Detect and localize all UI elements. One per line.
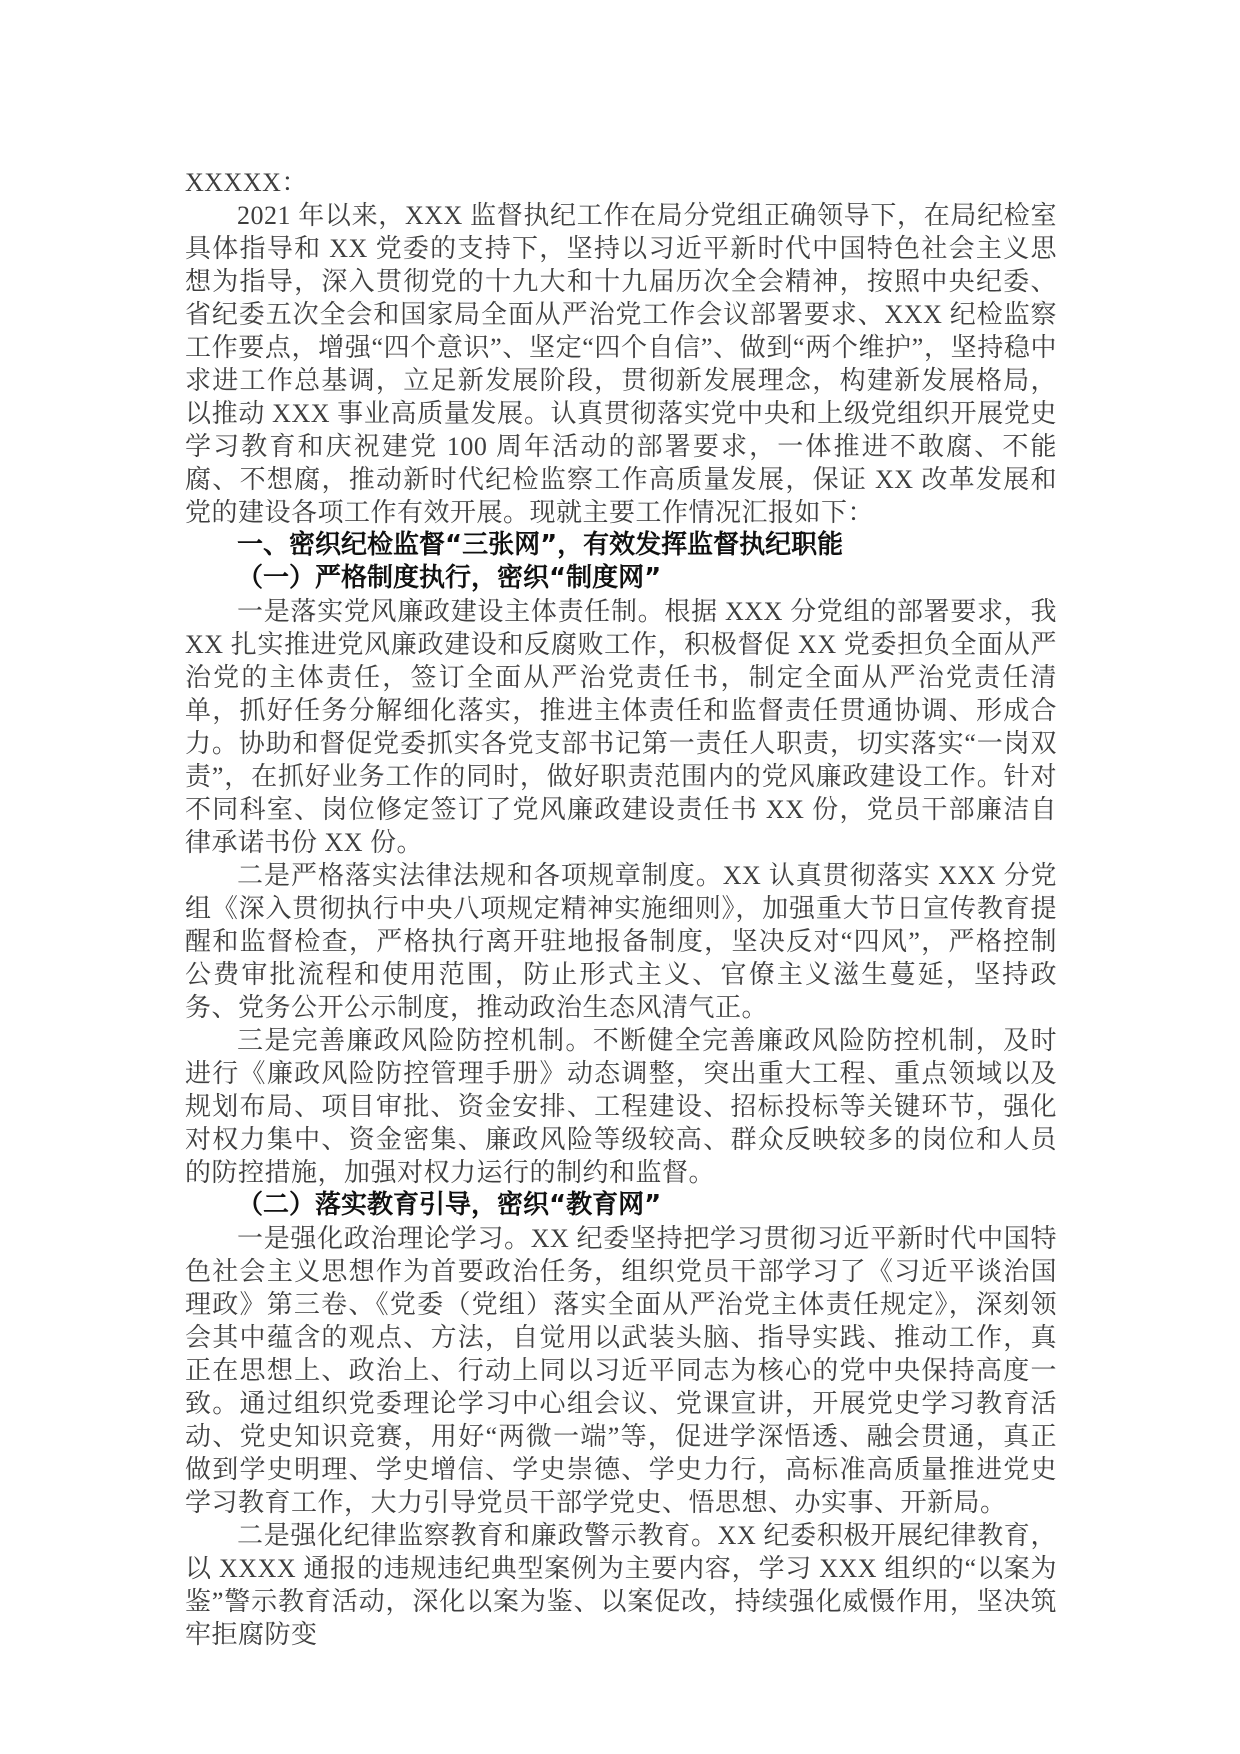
- subsection-1-1-paragraph-1: 一是落实党风廉政建设主体责任制。根据 XXX 分党组的部署要求，我 XX 扎实推进党风廉政建设和反腐败工作，积极督促 XX 党委担负全面从严治党的主体责任，签订全面从严治党责任书，制定全面从严治党责任清单，抓好任务分解细化落实，推进主体责任和监督责任贯通协调、形成合力。协助和督促党委抓实各党支部书记第一责任人职责，切实落实“一岗双责”，在抓好业务工作的同时，做好职责范围内的党风廉政建设工作。针对不同科室、岗位修定签订了党风廉政建设责任书 XX 份，党员干部廉洁自律承诺书份 XX 份。: [185, 597, 1057, 857]
- subsection-1-1-paragraph-3: 三是完善廉政风险防控机制。不断健全完善廉政风险防控机制，及时进行《廉政风险防控管理手册》动态调整，突出重大工程、重点领域以及规划布局、项目审批、资金安排、工程建设、招标投标等关键环节，强化对权力集中、资金密集、廉政风险等级较高、群众反映较多的岗位和人员的防控措施，加强对权力运行的制约和监督。: [185, 1026, 1057, 1187]
- subsection-1-1-paragraph-2: 二是严格落实法律法规和各项规章制度。XX 认真贯彻落实 XXX 分党组《深入贯彻执行中央八项规定精神实施细则》，加强重大节日宣传教育提醒和监督检查，严格执行离开驻地报备制度，坚决反对“四风”，严格控制公费审批流程和使用范围，防止形式主义、官僚主义滋生蔓延，坚持政务、党务公开公示制度，推动政治生态风清气正。: [185, 861, 1057, 1022]
- subsection-1-2-paragraph-1: 一是强化政治理论学习。XX 纪委坚持把学习贯彻习近平新时代中国特色社会主义思想作为首要政治任务，组织党员干部学习了《习近平谈治国理政》第三卷、《党委（党组）落实全面从严治党主体责任规定》，深刻领会其中蕴含的观点、方法，自觉用以武装头脑、指导实践、推动工作，真正在思想上、政治上、行动上同以习近平同志为核心的党中央保持高度一致。通过组织党委理论学习中心组会议、党课宣讲，开展党史学习教育活动、党史知识竞赛，用好“两微一端”等，促进学深悟透、融会贯通，真正做到学史明理、学史增信、学史崇德、学史力行，高标准高质量推进党史学习教育工作，大力引导党员干部学党史、悟思想、办实事、开新局。: [185, 1224, 1057, 1517]
- section-1-heading: 一、密织纪检监督“三张网”，有效发挥监督执纪职能: [237, 530, 844, 560]
- intro-paragraph: 2021 年以来，XXX 监督执纪工作在局分党组正确领导下，在局纪检室具体指导和 XX 党委的支持下，坚持以习近平新时代中国特色社会主义思想为指导，深入贯彻党的十九大和十九届历次全会精神，按照中央纪委、省纪委五次全会和国家局全面从严治党工作会议部署要求、XXX 纪检监察工作要点，增强“四个意识”、坚定“四个自信”、做到“两个维护”，坚持稳中求进工作总基调，立足新发展阶段，贯彻新发展理念，构建新发展格局，以推动 XXX 事业高质量发展。认真贯彻落实党中央和上级党组织开展党史学习教育和庆祝建党 100 周年活动的部署要求，一体推进不敢腐、不能腐、不想腐，推动新时代纪检监察工作高质量发展，保证 XX 改革发展和党的建设各项工作有效开展。现就主要工作情况汇报如下：: [185, 201, 1057, 527]
- document-body: [185, 166, 1057, 1651]
- subsection-1-2-paragraph-2: 二是强化纪律监察教育和廉政警示教育。XX 纪委积极开展纪律教育，以 XXXX 通报的违规违纪典型案例为主要内容，学习 XXX 组织的“以案为鉴”警示教育活动，深化以案为鉴、以案促改，持续强化威慑作用，坚决筑牢拒腐防变: [185, 1521, 1057, 1649]
- salutation-line: XXXXX：: [185, 168, 308, 197]
- subsection-1-2-heading: （二）落实教育引导，密织“教育网”: [237, 1190, 662, 1220]
- subsection-1-1-heading: （一）严格制度执行，密织“制度网”: [237, 563, 662, 593]
